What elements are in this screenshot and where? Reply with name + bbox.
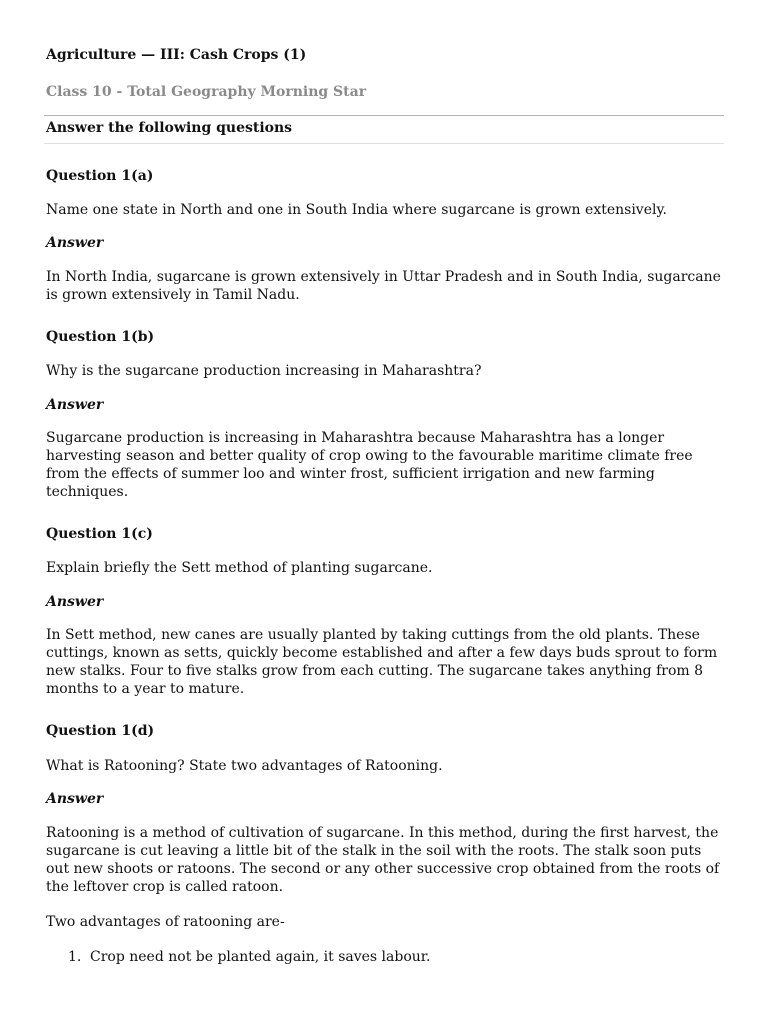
answer-label: Answer xyxy=(46,397,104,413)
question-heading: Question 1(c) xyxy=(46,526,153,542)
list-number: 1. xyxy=(68,949,82,965)
answer-label: Answer xyxy=(46,594,104,610)
divider xyxy=(44,115,724,116)
answer-text: In North India, sugarcane is grown extensively in Uttar Pradesh and in South India, sugarcane is grown extensively in Tamil Nadu. xyxy=(46,269,721,303)
list-item xyxy=(68,948,430,966)
document-title: Agriculture — III: Cash Crops (1) xyxy=(46,47,307,63)
answer-label: Answer xyxy=(46,235,104,251)
advantages-list xyxy=(68,948,430,966)
divider xyxy=(44,143,724,144)
question-text: What is Ratooning? State two advantages of Ratooning. xyxy=(46,758,443,774)
question-heading: Question 1(a) xyxy=(46,168,154,184)
answer-text: In Sett method, new canes are usually planted by taking cuttings from the old plants. These cuttings, known as setts, quickly become established and after a few days buds sprout to form new stalks. Four to five stalks grow from each cutting. The sugarcane takes anything from 8 months to a year to mature. xyxy=(46,627,718,697)
section-heading: Answer the following questions xyxy=(46,120,293,136)
question-heading: Question 1(d) xyxy=(46,723,155,739)
question-text: Why is the sugarcane production increasing in Maharashtra? xyxy=(46,363,482,379)
answer-text: Sugarcane production is increasing in Maharashtra because Maharashtra has a longer harvesting season and better quality of crop owing to the favourable maritime climate free from the effects of summer loo and winter frost, sufficient irrigation and new farming techniques. xyxy=(46,430,693,500)
question-heading: Question 1(b) xyxy=(46,329,155,345)
question-text: Explain briefly the Sett method of planting sugarcane. xyxy=(46,560,433,576)
question-text: Name one state in North and one in South India where sugarcane is grown extensively. xyxy=(46,202,667,218)
advantages-intro: Two advantages of ratooning are- xyxy=(46,914,285,930)
answer-label: Answer xyxy=(46,791,104,807)
answer-text: Ratooning is a method of cultivation of sugarcane. In this method, during the first harvest, the sugarcane is cut leaving a little bit of the stalk in the soil with the roots. The stalk soon puts out new shoots or ratoons. The second or any other successive crop obtained from the roots of the leftover crop is called ratoon. xyxy=(46,825,720,895)
document-subtitle: Class 10 - Total Geography Morning Star xyxy=(46,84,367,100)
list-item-text: Crop need not be planted again, it saves labour. xyxy=(90,949,431,965)
